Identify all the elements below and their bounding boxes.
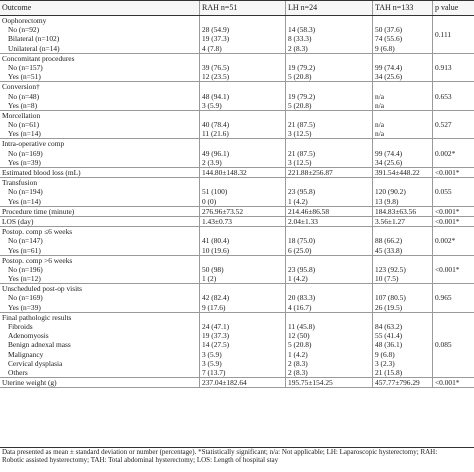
p-value: 0.527 [435,120,452,130]
subgroup-label: No (n=48) [8,91,40,101]
rah-cell [199,284,285,312]
lh-cell [285,313,372,377]
rah-value: 9 (17.6) [202,302,226,312]
lh-cell [285,284,372,312]
outcome-title: Conversion† [2,82,40,92]
spacer [375,178,432,187]
subgroup-label: No (n=157) [8,62,43,72]
lh-cell [285,54,372,82]
spacer [202,82,285,91]
spacer [288,178,372,187]
rah-cell [199,378,285,387]
tah-value: 9 (6.8) [375,43,395,53]
tah-value: 10 (7.5) [375,274,399,284]
spacer [202,227,285,236]
lh-cell [285,378,372,387]
tah-value: 50 (37.6) [375,25,403,35]
tah-value: 34 (25.6) [375,157,403,167]
subgroup-label: Yes (n=61) [8,245,41,255]
rah-value: 39 (76.5) [202,62,230,72]
lh-value: 23 (95.8) [288,187,316,197]
lh-value: 3 (12.5) [288,157,312,167]
p-value-cell [432,54,474,82]
subgroup-label: No (n=92) [8,25,40,35]
rah-value: 7 (13.7) [202,367,226,377]
rah-value: 40 (78.4) [202,120,230,130]
lh-cell [285,139,372,167]
spacer [375,54,432,63]
outcome-cell [0,16,199,53]
outcome-cell [0,284,199,312]
lh-cell [285,111,372,139]
rah-cell [199,54,285,82]
tah-cell [372,111,432,139]
lh-value: 19 (79.2) [288,62,316,72]
rah-cell [199,168,285,177]
rah-value: 1.43±0.73 [202,216,232,226]
tah-cell [372,313,432,377]
tah-value: 9 (6.8) [375,349,395,359]
spacer [288,313,372,322]
header-lh: LH n=24 [285,1,372,15]
outcome-cell [0,82,199,110]
tah-value: 391.54±448.22 [375,168,420,177]
lh-value: 20 (83.3) [288,293,316,303]
spacer [375,227,432,236]
rah-value: 11 (21.6) [202,129,229,139]
p-value: <0.001* [435,168,460,177]
tah-value: 457.77±796.29 [375,378,420,388]
outcome-title: Procedure time (minute) [2,206,75,216]
spacer [202,139,285,148]
rah-value: 14 (27.5) [202,340,230,350]
rah-value: 276.96±73.52 [202,206,244,216]
rah-cell [199,207,285,216]
rah-value: 3 (5.9) [202,100,222,110]
rah-value: 144.80±148.32 [202,168,247,177]
outcome-cell [0,178,199,206]
rah-value: 48 (94.1) [202,91,230,101]
rah-cell [199,111,285,139]
p-value: 0.002* [435,236,456,246]
lh-cell [285,178,372,206]
p-value: 0.653 [435,91,452,101]
rah-value: 41 (80.4) [202,236,230,246]
spacer [288,111,372,120]
p-value-cell [432,16,474,53]
rah-cell [199,16,285,53]
rah-value: 10 (19.6) [202,245,230,255]
tah-value: n/a [375,120,385,130]
p-value: 0.055 [435,187,452,197]
lh-value: 195.75±154.25 [288,378,333,388]
lh-value: 2.04±1.33 [288,216,318,226]
rah-value: 4 (7.8) [202,43,222,53]
rah-value: 50 (98) [202,264,224,274]
p-value: 0.085 [435,340,452,350]
outcome-title: Oophorectomy [2,16,47,25]
table-row-group [0,178,474,207]
tah-value: 99 (74.4) [375,148,403,158]
outcome-cell [0,227,199,255]
lh-cell [285,82,372,110]
lh-value: 5 (20.8) [288,100,312,110]
subgroup-label: Yes (n=14) [8,196,41,206]
p-value-cell [432,207,474,216]
tah-value: 88 (66.2) [375,236,403,246]
rah-value: 51 (100) [202,187,228,197]
tah-value: 13 (9.8) [375,196,399,206]
subgroup-label: Adenomyosis [8,331,49,341]
tah-cell [372,217,432,226]
tah-cell [372,139,432,167]
table-row-group [0,284,474,313]
outcome-cell [0,378,199,387]
rah-cell [199,178,285,206]
header-tah: TAH n=133 [372,1,432,15]
spacer [202,284,285,293]
subgroup-label: Others [8,367,28,377]
rah-value: 2 (3.9) [202,157,222,167]
subgroup-label: Yes (n=14) [8,129,41,139]
lh-value: 8 (33.3) [288,34,312,44]
subgroup-label: Yes (n=39) [8,302,41,312]
tah-value: 26 (19.5) [375,302,403,312]
lh-value: 4 (16.7) [288,302,312,312]
spacer [288,139,372,148]
p-value: <0.001* [435,378,460,388]
lh-value: 14 (58.3) [288,25,316,35]
p-value-cell [432,139,474,167]
subgroup-label: Unilateral (n=14) [8,43,60,53]
outcome-title: Final pathologic results [2,312,72,322]
subgroup-label: No (n=169) [8,148,43,158]
lh-value: 21 (87.5) [288,120,316,130]
rah-value: 49 (96.1) [202,148,230,158]
rah-cell [199,313,285,377]
spacer [375,16,432,25]
spacer [375,256,432,265]
tah-value: 3 (2.3) [375,358,395,368]
table-row-group [0,256,474,285]
tah-value: 45 (33.8) [375,245,403,255]
lh-value: 221.88±256.87 [288,168,333,177]
tah-cell [372,378,432,387]
lh-cell [285,227,372,255]
spacer [202,16,285,25]
table-row-group [0,82,474,111]
lh-cell [285,16,372,53]
rah-value: 237.04±182.64 [202,378,247,388]
tah-value: 99 (74.4) [375,62,403,72]
outcome-title: Postop. comp >6 weeks [2,255,73,265]
p-value: 0.965 [435,293,452,303]
subgroup-label: Yes (n=8) [8,100,38,110]
subgroup-label: Bilateral (n=102) [8,34,60,44]
tah-value: 120 (90.2) [375,187,406,197]
lh-value: 3 (12.5) [288,129,312,139]
tah-cell [372,168,432,177]
table-row-group [0,217,474,227]
tah-cell [372,54,432,82]
table-header-row [0,0,474,16]
table-row-group [0,207,474,217]
outcome-title: Estimated blood loss (mL) [2,168,81,177]
subgroup-label: No (n=147) [8,236,43,246]
rah-value: 12 (23.5) [202,72,230,82]
outcome-cell [0,217,199,226]
outcome-title: Intra-operative comp [2,139,65,149]
tah-value: 21 (15.8) [375,367,403,377]
rah-cell [199,256,285,284]
lh-value: 18 (75.0) [288,236,316,246]
outcome-cell [0,256,199,284]
rah-value: 3 (5.9) [202,349,222,359]
rah-value: 24 (47.1) [202,322,230,331]
spacer [288,54,372,63]
subgroup-label: Yes (n=12) [8,274,41,284]
spacer [375,82,432,91]
table-row-group [0,111,474,140]
outcome-title: Postop. comp ≤6 weeks [2,227,73,237]
spacer [288,284,372,293]
outcome-cell [0,111,199,139]
p-value-cell [432,168,474,177]
p-value: 0.002* [435,148,456,158]
subgroup-label: Yes (n=51) [8,72,41,82]
lh-value: 6 (25.0) [288,245,312,255]
spacer [288,227,372,236]
lh-cell [285,207,372,216]
tah-cell [372,16,432,53]
lh-value: 19 (79.2) [288,91,316,101]
spacer [202,178,285,187]
p-value: 0.913 [435,62,452,72]
spacer [375,284,432,293]
tah-value: n/a [375,129,385,139]
subgroup-label: No (n=169) [8,293,43,303]
p-value: <0.001* [435,206,460,216]
rah-cell [199,82,285,110]
outcome-title: Morcellation [2,110,41,120]
lh-cell [285,256,372,284]
tah-cell [372,284,432,312]
p-value-cell [432,111,474,139]
table-row-group [0,16,474,54]
p-value: <0.001* [435,216,460,226]
spacer [375,313,432,322]
rah-value: 19 (37.3) [202,331,230,341]
lh-value: 2 (8.3) [288,367,308,377]
tah-value: 48 (36.1) [375,340,403,350]
p-value-cell [432,227,474,255]
rah-value: 0 (0) [202,196,217,206]
outcome-title: Unscheduled post-op visits [2,284,83,294]
rah-value: 42 (82.4) [202,293,230,303]
table-body [0,16,474,388]
subgroup-label: Fibroids [8,322,33,331]
table-row-group [0,54,474,83]
subgroup-label: No (n=194) [8,187,43,197]
spacer [202,54,285,63]
lh-value: 11 (45.8) [288,322,315,331]
table-row-group [0,378,474,388]
outcome-cell [0,313,199,377]
table-row-group [0,227,474,256]
lh-value: 5 (20.8) [288,72,312,82]
tah-value: 74 (55.6) [375,34,403,44]
tah-cell [372,227,432,255]
spacer [375,111,432,120]
tah-value: 3.56±1.27 [375,216,405,226]
spacer [288,256,372,265]
lh-value: 2 (8.3) [288,358,308,368]
spacer [202,313,285,322]
outcome-title: Uterine weight (g) [2,378,57,388]
rah-cell [199,139,285,167]
lh-cell [285,168,372,177]
tah-cell [372,207,432,216]
rah-cell [199,227,285,255]
p-value-cell [432,82,474,110]
outcome-cell [0,139,199,167]
header-outcome: Outcome [2,3,32,12]
tah-value: 34 (25.6) [375,72,403,82]
subgroup-label: Yes (n=39) [8,157,41,167]
spacer [375,139,432,148]
lh-value: 2 (8.3) [288,43,308,53]
tah-value: n/a [375,100,385,110]
tah-cell [372,82,432,110]
table-row-group [0,168,474,178]
subgroup-label: No (n=61) [8,120,40,130]
lh-value: 12 (50) [288,331,310,341]
footnote-line: Robotic assisted hysterectomy; TAH: Total abdominal hysterectomy; LOS: Length of hospital stay [2,456,279,465]
p-value-cell [432,284,474,312]
tah-value: 84 (63.2) [375,322,403,331]
table-footnote [0,447,474,465]
rah-cell [199,217,285,226]
rah-value: 19 (37.3) [202,34,230,44]
tah-cell [372,256,432,284]
p-value-cell [432,378,474,387]
tah-value: 107 (80.5) [375,293,406,303]
tah-value: n/a [375,91,385,101]
spacer [288,16,372,25]
p-value-cell [432,256,474,284]
header-p-value: p value [432,1,474,15]
lh-value: 214.46±86.58 [288,206,330,216]
subgroup-label: Malignancy [8,349,44,359]
outcome-title: LOS (day) [2,216,34,226]
p-value-cell [432,313,474,377]
subgroup-label: No (n=196) [8,264,43,274]
header-rah: RAH n=51 [199,1,285,15]
p-value-cell [432,178,474,206]
footnote-line: Data presented as mean ± standard deviation or number (percentage). *Statistically significant; n/a: Not applicable; LH: Laparoscopic hysterectomy; RAH: [2,448,438,456]
rah-value: 28 (54.9) [202,25,230,35]
p-value: 0.111 [435,29,452,39]
outcome-cell [0,207,199,216]
p-value-cell [432,217,474,226]
spacer [202,111,285,120]
outcome-cell [0,54,199,82]
lh-value: 23 (95.8) [288,264,316,274]
lh-value: 1 (4.2) [288,196,308,206]
lh-value: 21 (87.5) [288,148,316,158]
rah-value: 3 (5.9) [202,358,222,368]
lh-value: 5 (20.8) [288,340,312,350]
lh-cell [285,217,372,226]
rah-value: 1 (2) [202,274,217,284]
table-row-group [0,313,474,378]
table-row-group [0,139,474,168]
spacer [288,82,372,91]
outcome-cell [0,168,199,177]
subgroup-label: Cervical dysplasia [8,358,63,368]
tah-value: 55 (41.4) [375,331,403,341]
tah-value: 123 (92.5) [375,264,406,274]
tah-value: 184.83±63.56 [375,206,417,216]
outcome-title: Concomitant procedures [2,53,75,63]
outcome-title: Transfusion [2,178,38,188]
lh-value: 1 (4.2) [288,349,308,359]
tah-cell [372,178,432,206]
subgroup-label: Benign adnexal mass [8,340,71,350]
spacer [202,256,285,265]
p-value: <0.001* [435,264,460,274]
lh-value: 1 (4.2) [288,274,308,284]
